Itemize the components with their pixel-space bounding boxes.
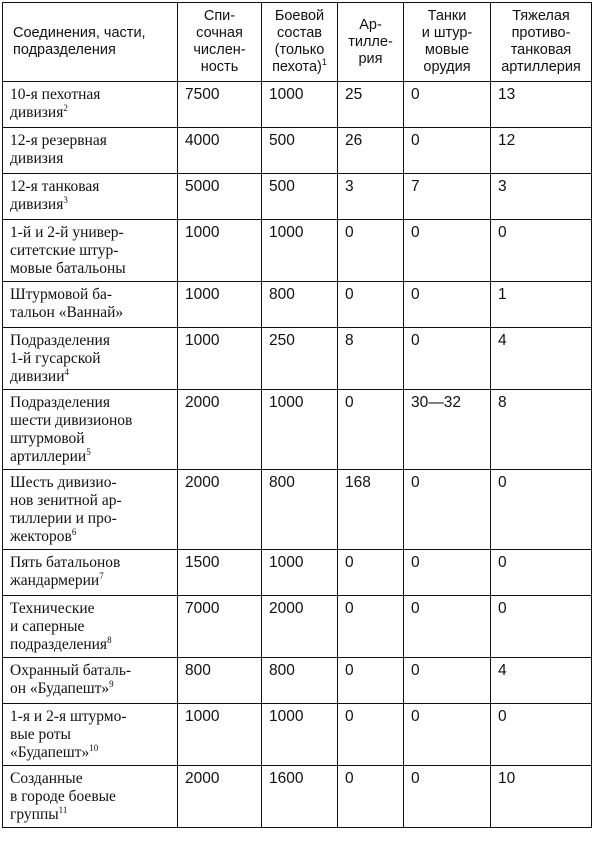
cell-artillery: 25 (338, 82, 404, 128)
cell-unit: Охранный баталь- он «Будапешт»$^9$ (3, 658, 178, 704)
table-row (3, 766, 592, 828)
cell-tanks: 0 (404, 128, 491, 174)
cell-list-strength: 1500 (178, 550, 262, 596)
cell-antitank: 0 (491, 220, 592, 282)
cell-list-strength: 1000 (178, 220, 262, 282)
cell-combat-strength: 1000 (262, 220, 338, 282)
table-row (3, 704, 592, 766)
footnote-mark: 4 (64, 367, 70, 377)
cell-combat-strength: 800 (262, 658, 338, 704)
table-row (3, 550, 592, 596)
cell-artillery: 26 (338, 128, 404, 174)
cell-artillery: 0 (338, 220, 404, 282)
header-tanks: Танки и штур- мовые орудия (404, 3, 491, 82)
footnote-mark: 10 (89, 743, 99, 753)
cell-unit: 1-й и 2-й универ- ситетские штур- мовые батальоны (3, 220, 178, 282)
cell-tanks: 0 (404, 766, 491, 828)
cell-combat-strength: 250 (262, 328, 338, 390)
header-row (3, 3, 592, 82)
footnote-mark: 7 (99, 571, 104, 581)
cell-list-strength: 4000 (178, 128, 262, 174)
header-artillery: Ар- тилле- рия (338, 3, 404, 82)
cell-tanks: 0 (404, 328, 491, 390)
cell-combat-strength: 2000 (262, 596, 338, 658)
table-row (3, 174, 592, 220)
footnote-mark: 8 (107, 635, 112, 645)
cell-tanks: 0 (404, 282, 491, 328)
cell-antitank: 4 (491, 328, 592, 390)
cell-combat-strength: 1600 (262, 766, 338, 828)
cell-antitank: 0 (491, 550, 592, 596)
cell-tanks: 0 (404, 596, 491, 658)
cell-antitank: 0 (491, 470, 592, 550)
header-units: Соединения, части, подразделения (3, 3, 178, 82)
cell-artillery: 168 (338, 470, 404, 550)
cell-combat-strength: 800 (262, 470, 338, 550)
table-row (3, 82, 592, 128)
footnote-mark: 11 (58, 805, 68, 815)
cell-antitank: 1 (491, 282, 592, 328)
cell-antitank: 13 (491, 82, 592, 128)
cell-list-strength: 1000 (178, 328, 262, 390)
cell-list-strength: 2000 (178, 390, 262, 470)
cell-tanks: 30—32 (404, 390, 491, 470)
footnote-mark: 9 (109, 679, 114, 689)
header-antitank: Тяжелая противо- танковая артиллерия (491, 3, 592, 82)
cell-unit: Созданные в городе боевые группы$^{11}$ (3, 766, 178, 828)
cell-combat-strength: 500 (262, 128, 338, 174)
cell-tanks: 0 (404, 658, 491, 704)
cell-unit: 10-я пехотная дивизия$^2$ (3, 82, 178, 128)
cell-antitank: 0 (491, 596, 592, 658)
cell-unit: Подразделения 1-й гусарской дивизии$^4$ (3, 328, 178, 390)
cell-artillery: 0 (338, 282, 404, 328)
table-row (3, 328, 592, 390)
cell-combat-strength: 1000 (262, 82, 338, 128)
table-row (3, 596, 592, 658)
cell-unit: 12-я резервная дивизия (3, 128, 178, 174)
cell-unit: Подразделения шести дивизионов штурмовой артиллерии$^5$ (3, 390, 178, 470)
cell-artillery: 3 (338, 174, 404, 220)
cell-artillery: 0 (338, 658, 404, 704)
cell-artillery: 0 (338, 766, 404, 828)
cell-list-strength: 2000 (178, 470, 262, 550)
cell-unit: 1-я и 2-я штурмо- вые роты «Будапешт»$^{10}$ (3, 704, 178, 766)
table-body (3, 82, 592, 828)
cell-list-strength: 1000 (178, 282, 262, 328)
cell-list-strength: 2000 (178, 766, 262, 828)
cell-antitank: 10 (491, 766, 592, 828)
footnote-mark: 2 (63, 103, 68, 113)
cell-tanks: 0 (404, 220, 491, 282)
cell-tanks: 0 (404, 550, 491, 596)
table-row (3, 470, 592, 550)
cell-artillery: 0 (338, 390, 404, 470)
cell-artillery: 0 (338, 596, 404, 658)
header-combat-strength: Боевой состав (только пехота)$^1$ (262, 3, 338, 82)
table-row (3, 220, 592, 282)
cell-unit: Штурмовой ба- тальон «Ваннай» (3, 282, 178, 328)
cell-unit: 12-я танковая дивизия$^3$ (3, 174, 178, 220)
cell-list-strength: 7000 (178, 596, 262, 658)
cell-tanks: 0 (404, 704, 491, 766)
footnote-mark: 6 (71, 527, 77, 537)
footnote-mark: 5 (86, 447, 91, 457)
header-list-strength: Спи- сочная числен- ность (178, 3, 262, 82)
forces-table (2, 2, 592, 828)
table-row (3, 282, 592, 328)
cell-antitank: 12 (491, 128, 592, 174)
cell-artillery: 8 (338, 328, 404, 390)
cell-tanks: 7 (404, 174, 491, 220)
table-row (3, 658, 592, 704)
cell-antitank: 0 (491, 704, 592, 766)
cell-unit: Технические и саперные подразделения$^8$ (3, 596, 178, 658)
cell-artillery: 0 (338, 550, 404, 596)
footnote-mark: 3 (63, 195, 68, 205)
cell-combat-strength: 800 (262, 282, 338, 328)
cell-combat-strength: 500 (262, 174, 338, 220)
cell-tanks: 0 (404, 470, 491, 550)
cell-unit: Шесть дивизио- нов зенитной ар- тиллерии и про- жекторов$^6$ (3, 470, 178, 550)
cell-list-strength: 5000 (178, 174, 262, 220)
cell-list-strength: 1000 (178, 704, 262, 766)
cell-combat-strength: 1000 (262, 704, 338, 766)
cell-unit: Пять батальонов жандармерии$^7$ (3, 550, 178, 596)
cell-list-strength: 7500 (178, 82, 262, 128)
cell-tanks: 0 (404, 82, 491, 128)
table-row (3, 390, 592, 470)
table-row (3, 128, 592, 174)
cell-antitank: 8 (491, 390, 592, 470)
cell-combat-strength: 1000 (262, 550, 338, 596)
cell-combat-strength: 1000 (262, 390, 338, 470)
cell-artillery: 0 (338, 704, 404, 766)
cell-antitank: 3 (491, 174, 592, 220)
cell-antitank: 4 (491, 658, 592, 704)
cell-list-strength: 800 (178, 658, 262, 704)
